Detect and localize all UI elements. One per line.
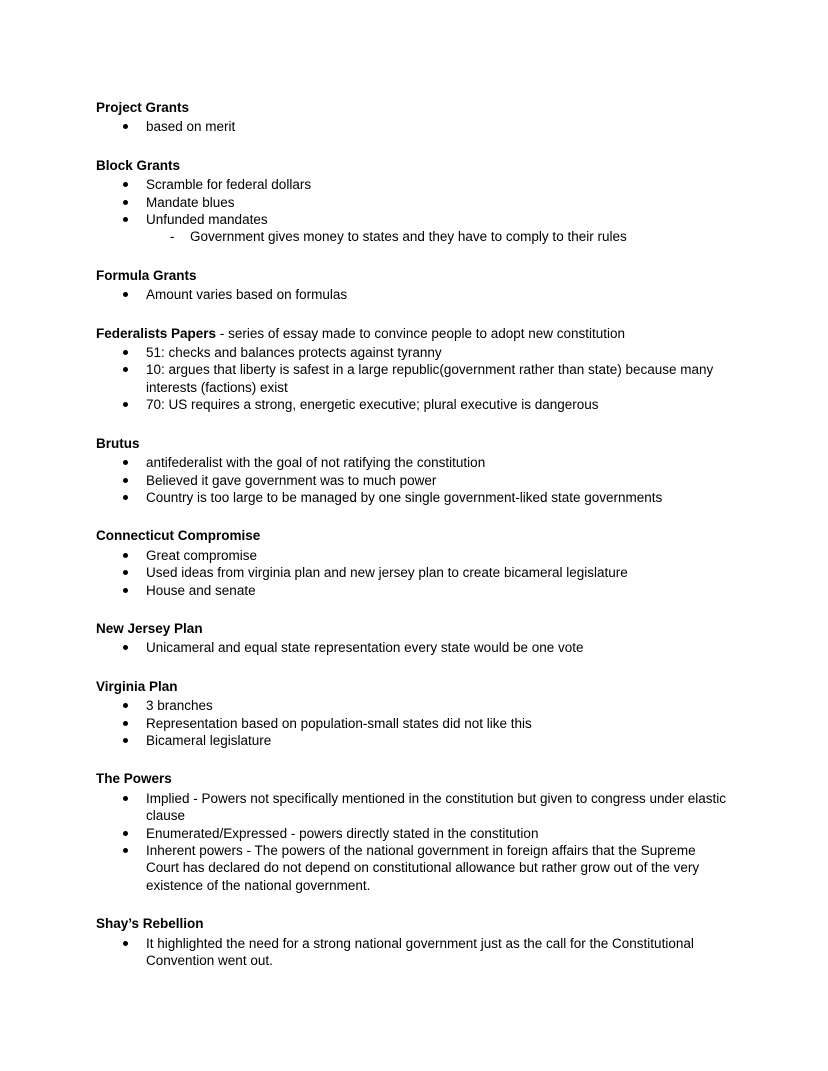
note-section xyxy=(96,325,728,414)
bullet-icon xyxy=(122,454,146,471)
bullet-item-text: Great compromise xyxy=(146,547,258,563)
bullet-item-text: Enumerated/Expressed - powers directly stated in the constitution xyxy=(146,825,539,841)
section-heading-line xyxy=(96,527,728,544)
bullet-item xyxy=(96,790,728,825)
bullet-icon xyxy=(122,396,146,413)
bullet-item xyxy=(96,842,728,894)
bullet-icon xyxy=(122,639,146,656)
bullet-icon xyxy=(122,564,146,581)
bullet-list xyxy=(96,547,728,599)
bullet-item xyxy=(96,935,728,970)
bullet-icon xyxy=(122,118,146,135)
bullet-item-text: Mandate blues xyxy=(146,194,235,210)
bullet-item xyxy=(96,715,728,732)
bullet-list xyxy=(96,454,728,506)
bullet-item-text: Believed it gave government was to much power xyxy=(146,472,437,488)
bullet-item xyxy=(96,176,728,193)
bullet-icon xyxy=(122,935,146,952)
bullet-icon xyxy=(122,194,146,211)
note-section xyxy=(96,527,728,599)
bullet-item-text: Inherent powers - The powers of the national government in foreign affairs that the Supreme Court has declared do not depend on constitutional allowance but rather grow out of the very existence of the national government. xyxy=(146,843,700,893)
section-heading: Block Grants xyxy=(96,157,181,173)
bullet-list xyxy=(96,639,728,656)
bullet-item xyxy=(96,361,728,396)
bullet-item-text: Unicameral and equal state representation every state would be one vote xyxy=(146,640,584,656)
bullet-item-text: 70: US requires a strong, energetic executive; plural executive is dangerous xyxy=(146,397,599,413)
bullet-item-text: Amount varies based on formulas xyxy=(146,287,348,303)
bullet-icon xyxy=(122,697,146,714)
bullet-list xyxy=(96,286,728,303)
sub-bullet-item xyxy=(96,228,728,245)
section-heading: The Powers xyxy=(96,771,172,787)
bullet-icon xyxy=(122,176,146,193)
section-heading: New Jersey Plan xyxy=(96,620,203,636)
bullet-list xyxy=(96,697,728,749)
section-heading-line xyxy=(96,157,728,174)
section-heading-line xyxy=(96,435,728,452)
bullet-icon xyxy=(122,732,146,749)
note-section xyxy=(96,620,728,657)
section-heading: Connecticut Compromise xyxy=(96,528,261,544)
bullet-icon xyxy=(122,715,146,732)
bullet-icon xyxy=(122,790,146,807)
section-heading: Federalists Papers xyxy=(96,325,217,341)
bullet-icon xyxy=(122,842,146,859)
bullet-item xyxy=(96,472,728,489)
note-section xyxy=(96,915,728,969)
bullet-item-text: Country is too large to be managed by one single government-liked state governments xyxy=(146,489,663,505)
bullet-item xyxy=(96,732,728,749)
bullet-icon xyxy=(122,286,146,303)
bullet-list xyxy=(96,118,728,135)
bullet-item-text: Implied - Powers not specifically mentioned in the constitution but given to congress under elastic clause xyxy=(146,790,727,824)
bullet-item-text: based on merit xyxy=(146,119,236,135)
bullet-icon xyxy=(122,361,146,378)
bullet-item-text: Scramble for federal dollars xyxy=(146,177,312,193)
bullet-item-text: 10: argues that liberty is safest in a large republic(government rather than state) because many interests (factions) exist xyxy=(146,362,714,395)
bullet-icon xyxy=(122,547,146,564)
bullet-item-text: Representation based on population-small states did not like this xyxy=(146,715,532,731)
bullet-icon xyxy=(122,825,146,842)
section-heading-line xyxy=(96,678,728,695)
bullet-icon xyxy=(122,472,146,489)
bullet-list xyxy=(96,935,728,970)
note-section xyxy=(96,99,728,136)
bullet-item xyxy=(96,286,728,303)
section-heading: Project Grants xyxy=(96,100,190,115)
section-heading-line xyxy=(96,99,728,116)
bullet-icon xyxy=(122,489,146,506)
bullet-item xyxy=(96,118,728,135)
bullet-list xyxy=(96,344,728,414)
section-heading: Virginia Plan xyxy=(96,678,178,694)
bullet-item xyxy=(96,582,728,599)
section-heading: Shay’s Rebellion xyxy=(96,916,204,932)
bullet-item-text: It highlighted the need for a strong national government just as the call for the Constitutional Convention went out. xyxy=(146,935,694,969)
bullet-icon xyxy=(122,582,146,599)
note-section xyxy=(96,157,728,246)
section-heading-line xyxy=(96,770,728,787)
bullet-item xyxy=(96,639,728,656)
bullet-item xyxy=(96,396,728,413)
note-section xyxy=(96,770,728,894)
bullet-list xyxy=(96,790,728,894)
bullet-item xyxy=(96,489,728,506)
bullet-item xyxy=(96,344,728,361)
bullet-item xyxy=(96,547,728,564)
sub-bullet-item-text: Government gives money to states and they have to comply to their rules xyxy=(190,229,627,245)
bullet-icon xyxy=(122,211,146,228)
bullet-item xyxy=(96,697,728,714)
bullet-item xyxy=(96,194,728,211)
bullet-list xyxy=(96,176,728,246)
bullet-item-text: 51: checks and balances protects against tyranny xyxy=(146,345,442,361)
bullet-item xyxy=(96,211,728,228)
bullet-icon xyxy=(122,344,146,361)
section-heading-line xyxy=(96,325,728,342)
section-heading-line xyxy=(96,620,728,637)
note-section xyxy=(96,678,728,750)
section-heading-suffix: - series of essay made to convince people to adopt new constitution xyxy=(216,325,626,341)
bullet-item-text: Used ideas from virginia plan and new jersey plan to create bicameral legislature xyxy=(146,565,628,581)
dash-icon: - xyxy=(170,229,175,245)
section-heading: Formula Grants xyxy=(96,267,197,283)
note-section xyxy=(96,267,728,304)
bullet-item-text: antifederalist with the goal of not ratifying the constitution xyxy=(146,455,486,471)
section-heading-line xyxy=(96,267,728,284)
section-heading-line xyxy=(96,915,728,932)
bullet-item-text: Unfunded mandates xyxy=(146,212,268,228)
note-section xyxy=(96,435,728,507)
bullet-item xyxy=(96,564,728,581)
section-heading: Brutus xyxy=(96,435,140,451)
bullet-item-text: Bicameral legislature xyxy=(146,732,272,748)
bullet-item xyxy=(96,825,728,842)
bullet-item-text: 3 branches xyxy=(146,698,213,714)
bullet-item xyxy=(96,454,728,471)
bullet-item-text: House and senate xyxy=(146,582,256,598)
